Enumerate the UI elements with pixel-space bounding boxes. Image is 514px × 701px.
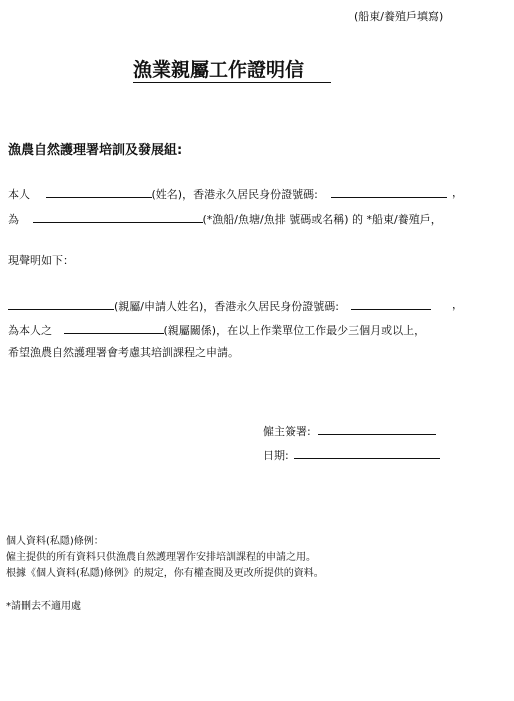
para2-line1-end: ， bbox=[452, 298, 463, 311]
para1-line1-end: ， bbox=[452, 186, 463, 199]
para2-mid: (親屬/申請人姓名)，香港永久居民身份證號碼: bbox=[114, 300, 339, 313]
privacy-line2: 根據《個人資料(私隱)條例》的規定，你有權查閱及更改所提供的資料。 bbox=[6, 568, 324, 579]
relationship-field[interactable] bbox=[64, 322, 164, 334]
para1-line1 bbox=[8, 186, 447, 202]
recipient-heading: 漁農自然護理署培訓及發展組: bbox=[8, 143, 183, 158]
privacy-line1: 僱主提供的所有資料只供漁農自然護理署作安排培訓課程的申請之用。 bbox=[6, 552, 316, 563]
header-note: (船東/養殖戶填寫) bbox=[354, 10, 444, 23]
hkid-field[interactable] bbox=[331, 186, 447, 198]
para1-prefix: 本人 bbox=[8, 188, 30, 201]
para2-line1 bbox=[8, 298, 431, 314]
date-row bbox=[263, 447, 440, 463]
footnote: *請刪去不適用處 bbox=[6, 601, 81, 612]
signature-label: 僱主簽署: bbox=[263, 425, 311, 438]
relative-name-field[interactable] bbox=[8, 298, 114, 310]
para1-line2-prefix: 為 bbox=[8, 213, 19, 226]
para2-line2-prefix: 為本人之 bbox=[8, 324, 52, 337]
para1-line2 bbox=[8, 211, 442, 227]
date-field[interactable] bbox=[294, 447, 440, 459]
signature-field[interactable] bbox=[318, 423, 436, 435]
para2-line2-mid: (親屬關係)，在以上作業單位工作最少三個月或以上， bbox=[163, 324, 426, 337]
relative-hkid-field[interactable] bbox=[351, 298, 431, 310]
para1-mid: (姓名)，香港永久居民身份證號碼: bbox=[151, 188, 318, 201]
declaration: 現聲明如下： bbox=[8, 254, 74, 267]
signature-row bbox=[263, 423, 436, 439]
privacy-heading: 個人資料(私隱)條例： bbox=[6, 536, 104, 547]
title-underline bbox=[133, 82, 331, 83]
vessel-field[interactable] bbox=[33, 211, 203, 223]
name-field[interactable] bbox=[46, 186, 152, 198]
document-title: 漁業親屬工作證明信 bbox=[133, 59, 305, 81]
para2-line3: 希望漁農自然護理署會考慮其培訓課程之申請。 bbox=[8, 346, 239, 359]
date-label: 日期: bbox=[263, 449, 289, 462]
para1-line2-mid: (*漁船/魚塘/魚排 號碼或名稱) 的 *船東/養殖戶， bbox=[202, 213, 442, 226]
para2-line2 bbox=[8, 322, 425, 338]
